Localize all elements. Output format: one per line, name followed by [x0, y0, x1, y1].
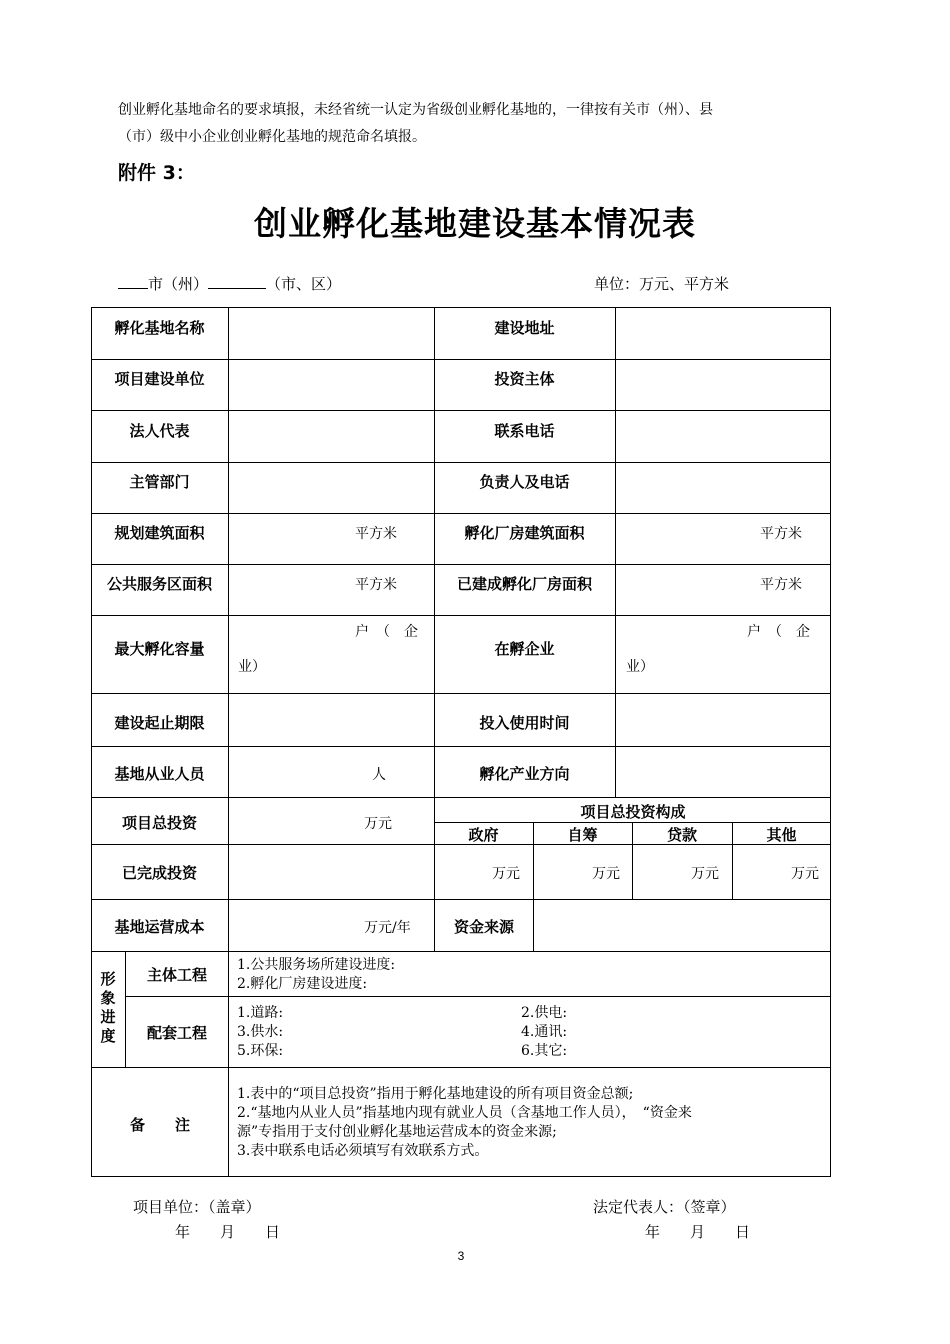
label-fund-source: 资金来源	[453, 918, 514, 936]
label-progress: 形 象 进 度	[100, 970, 116, 1045]
city-blank[interactable]	[118, 274, 148, 289]
unit-in-incub-2: 业）	[626, 659, 654, 675]
annex-label: 附件 3：	[118, 162, 195, 184]
label-incub-area: 孵化厂房建筑面积	[464, 524, 585, 542]
date-right: 年 月 日	[645, 1223, 751, 1241]
label-composition: 项目总投资构成	[580, 803, 686, 821]
unit-gov: 万元	[492, 866, 520, 882]
project-unit-seal: 项目单位：（盖章）	[133, 1198, 261, 1216]
label-period: 建设起止期限	[114, 714, 205, 732]
note-2a: 2.“基地内从业人员”指基地内现有就业人员（含基地工作人员）， “资金来	[237, 1105, 692, 1121]
label-planned-area: 规划建筑面积	[114, 524, 205, 542]
unit-op-cost: 万元/年	[364, 920, 411, 936]
label-dept: 主管部门	[129, 473, 190, 491]
label-address: 建设地址	[494, 319, 555, 337]
page-title: 创业孵化基地建设基本情况表	[254, 204, 696, 243]
note-1: 1.表中的“项目总投资”指用于孵化基地建设的所有项目资金总额;	[237, 1086, 634, 1102]
date-left: 年 月 日	[175, 1223, 281, 1241]
unit-label: 单位：万元、平方米	[594, 275, 730, 293]
unit-capacity-1: 户 （ 企	[355, 624, 418, 640]
label-other: 其他	[766, 826, 797, 844]
label-industry: 孵化产业方向	[479, 765, 570, 783]
support-item-3: 3.供水:	[237, 1024, 284, 1040]
unit-built-area: 平方米	[760, 577, 802, 593]
support-item-5: 5.环保:	[237, 1043, 284, 1059]
main-item-1: 1.公共服务场所建设进度:	[237, 957, 396, 973]
intro-line-2: （市）级中小企业创业孵化基地的规范命名填报。	[118, 129, 426, 145]
support-item-6: 6.其它:	[521, 1043, 568, 1059]
unit-public-area: 平方米	[355, 577, 397, 593]
label-use-time: 投入使用时间	[479, 714, 570, 732]
note-3: 3.表中联系电话必须填写有效联系方式。	[237, 1143, 489, 1159]
label-in-incub: 在孵企业	[494, 640, 555, 658]
unit-loan: 万元	[691, 866, 719, 882]
label-builder: 项目建设单位	[114, 370, 205, 388]
label-capacity: 最大孵化容量	[114, 640, 205, 658]
label-remarks: 备 注	[129, 1116, 190, 1134]
label-loan: 贷款	[666, 826, 697, 844]
unit-in-incub-1: 户 （ 企	[747, 624, 810, 640]
label-gov: 政府	[468, 826, 499, 844]
label-main-works: 主体工程	[146, 966, 207, 984]
intro-line-1: 创业孵化基地命名的要求填报，未经省统一认定为省级创业孵化基地的，一律按有关市（州）、县	[118, 102, 713, 118]
unit-self: 万元	[592, 866, 620, 882]
unit-planned-area: 平方米	[355, 526, 397, 542]
label-incubator-name: 孵化基地名称	[114, 319, 205, 337]
support-item-4: 4.通讯:	[521, 1024, 568, 1040]
region-line	[118, 273, 341, 294]
label-person-phone: 负责人及电话	[479, 473, 570, 491]
unit-capacity-2: 业）	[238, 659, 266, 675]
label-support-works: 配套工程	[146, 1024, 207, 1042]
note-2b: 源”专指用于支付创业孵化基地运营成本的资金来源;	[237, 1124, 557, 1140]
support-item-2: 2.供电:	[521, 1005, 568, 1021]
label-investor: 投资主体	[494, 370, 555, 388]
city-label: 市（州）	[148, 275, 209, 293]
label-total-invest: 项目总投资	[121, 814, 197, 832]
district-label: （市、区）	[266, 275, 342, 293]
support-item-1: 1.道路:	[237, 1005, 284, 1021]
legal-rep-sign: 法定代表人：（签章）	[593, 1198, 736, 1216]
label-staff: 基地从业人员	[114, 765, 205, 783]
label-op-cost: 基地运营成本	[114, 918, 205, 936]
label-public-area: 公共服务区面积	[106, 575, 212, 593]
label-self: 自筹	[567, 826, 598, 844]
unit-other: 万元	[791, 866, 819, 882]
unit-incub-area: 平方米	[760, 526, 802, 542]
main-item-2: 2.孵化厂房建设进度:	[237, 976, 368, 992]
unit-total-invest: 万元	[364, 816, 392, 832]
label-phone: 联系电话	[494, 422, 555, 440]
page-number: 3	[457, 1249, 465, 1263]
unit-staff: 人	[372, 767, 386, 783]
label-legal-rep: 法人代表	[129, 422, 190, 440]
label-done-invest: 已完成投资	[121, 864, 197, 882]
district-blank[interactable]	[208, 274, 266, 289]
label-built-area: 已建成孵化厂房面积	[456, 575, 592, 593]
